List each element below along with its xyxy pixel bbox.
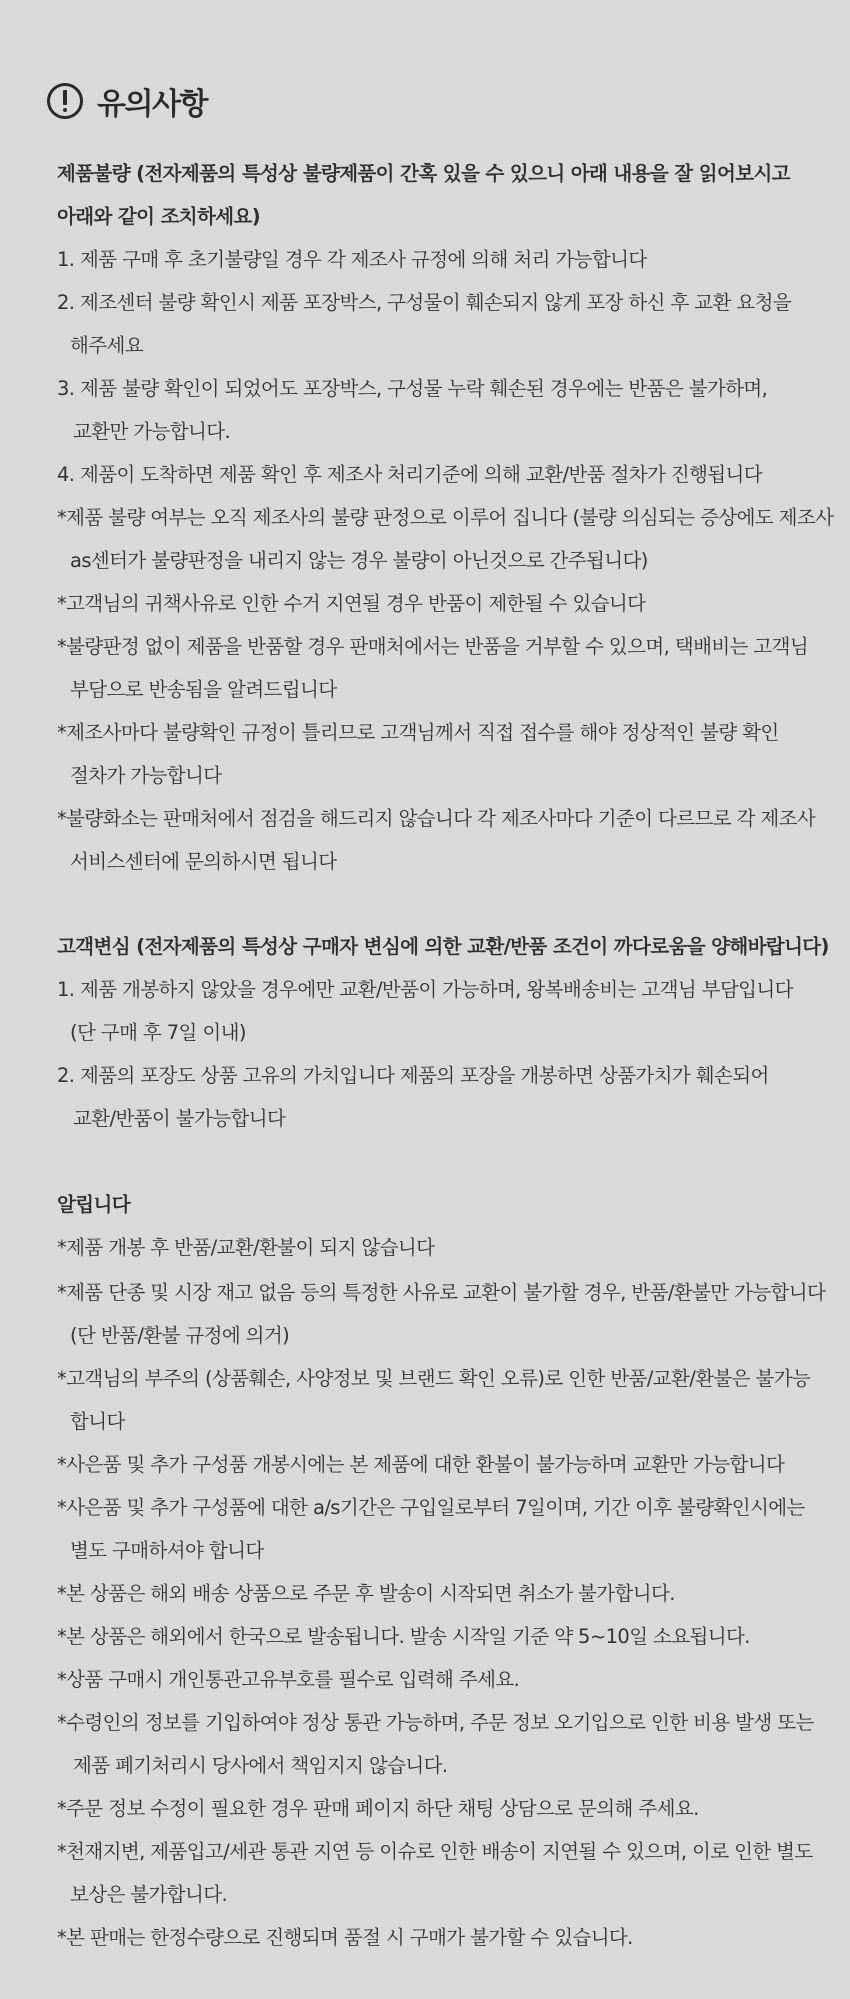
defect-item-2-cont: 해주세요 <box>70 334 143 357</box>
notice-item-3: *고객님의 부주의 (상품훼손, 사양정보 및 브랜드 확인 오류)로 인한 반품/교환/환불은 불가능 <box>57 1367 811 1390</box>
defect-note-1: *제품 불량 여부는 오직 제조사의 불량 판정으로 이루어 집니다 (불량 의심되는 증상에도 제조사 <box>57 506 834 529</box>
header <box>47 78 207 124</box>
defect-note-2: *고객님의 귀책사유로 인한 수거 지연될 경우 반품이 제한될 수 있습니다 <box>57 592 646 615</box>
change-item-1: 1. 제품 개봉하지 않았을 경우에만 교환/반품이 가능하며, 왕복배송비는 고객님 부담입니다 <box>57 978 793 1001</box>
defect-note-1-cont: as센터가 불량판정을 내리지 않는 경우 불량이 아닌것으로 간주됩니다) <box>70 549 648 572</box>
notice-item-1: *제품 개봉 후 반품/교환/환불이 되지 않습니다 <box>57 1236 435 1259</box>
notice-item-9-cont: 제품 폐기처리시 당사에서 책임지지 않습니다. <box>73 1754 448 1777</box>
defect-item-1: 1. 제품 구매 후 초기불량일 경우 각 제조사 규정에 의해 처리 가능합니다 <box>57 248 647 271</box>
defect-note-3-cont: 부담으로 반송됨을 알려드립니다 <box>70 678 337 701</box>
page-title: 유의사항 <box>97 87 207 122</box>
exclamation-circle-icon <box>47 83 83 119</box>
change-item-2-cont: 교환/반품이 불가능합니다 <box>73 1107 286 1130</box>
defect-item-3: 3. 제품 불량 확인이 되었어도 포장박스, 구성물 누락 훼손된 경우에는 반품은 불가하며, <box>57 377 768 400</box>
notice-item-7: *본 상품은 해외에서 한국으로 발송됩니다. 발송 시작일 기준 약 5~10일 소요됩니다. <box>57 1625 750 1648</box>
notice-item-12: *본 판매는 한정수량으로 진행되며 품절 시 구매가 불가할 수 있습니다. <box>57 1926 633 1949</box>
defect-heading: 제품불량 (전자제품의 특성상 불량제품이 간혹 있을 수 있으니 아래 내용을 잘 읽어보시고 <box>57 162 790 185</box>
defect-item-4: 4. 제품이 도착하면 제품 확인 후 제조사 처리기준에 의해 교환/반품 절차가 진행됩니다 <box>57 463 763 486</box>
defect-note-5-cont: 서비스센터에 문의하시면 됩니다 <box>70 850 337 873</box>
change-item-2: 2. 제품의 포장도 상품 고유의 가치입니다 제품의 포장을 개봉하면 상품가치가 훼손되어 <box>57 1064 769 1087</box>
change-section <box>57 925 830 1140</box>
defect-section <box>57 152 834 883</box>
change-item-1-cont: (단 구매 후 7일 이내) <box>70 1021 246 1044</box>
change-heading: 고객변심 (전자제품의 특성상 구매자 변심에 의한 교환/반품 조건이 까다로움을 양해바랍니다) <box>57 935 829 958</box>
notice-item-9: *수령인의 정보를 기입하여야 정상 통관 가능하며, 주문 정보 오기입으로 인한 비용 발생 또는 <box>57 1711 814 1734</box>
notice-item-4: *사은품 및 추가 구성품 개봉시에는 본 제품에 대한 환불이 불가능하며 교환만 가능합니다 <box>57 1453 785 1476</box>
defect-heading-cont: 아래와 같이 조치하세요) <box>57 205 261 228</box>
notice-item-8: *상품 구매시 개인통관고유부호를 필수로 입력해 주세요. <box>57 1668 520 1691</box>
defect-item-2: 2. 제조센터 불량 확인시 제품 포장박스, 구성물이 훼손되지 않게 포장 하신 후 교환 요청을 <box>57 291 792 314</box>
notice-heading: 알립니다 <box>57 1193 130 1216</box>
notice-item-11: *천재지변, 제품입고/세관 통관 지연 등 이슈로 인한 배송이 지연될 수 있으며, 이로 인한 별도 <box>57 1840 813 1863</box>
notice-item-11-cont: 보상은 불가합니다. <box>70 1883 228 1906</box>
notice-item-6: *본 상품은 해외 배송 상품으로 주문 후 발송이 시작되면 취소가 불가합니다. <box>57 1582 675 1605</box>
notice-section <box>57 1183 830 1959</box>
notice-item-5: *사은품 및 추가 구성품에 대한 a/s기간은 구입일로부터 7일이며, 기간 이후 불량확인시에는 <box>57 1496 805 1519</box>
defect-note-4-cont: 절차가 가능합니다 <box>70 764 222 787</box>
defect-note-3: *불량판정 없이 제품을 반품할 경우 판매처에서는 반품을 거부할 수 있으며, 택배비는 고객님 <box>57 635 809 658</box>
notice-item-3-cont: 합니다 <box>70 1410 125 1433</box>
defect-note-5: *불량화소는 판매처에서 점검을 해드리지 않습니다 각 제조사마다 기준이 다르므로 각 제조사 <box>57 807 816 830</box>
notice-item-5-cont: 별도 구매하셔야 합니다 <box>70 1539 264 1562</box>
notice-item-2-cont: (단 반품/환불 규정에 의거) <box>70 1324 290 1347</box>
notice-item-2: *제품 단종 및 시장 재고 없음 등의 특정한 사유로 교환이 불가할 경우, 반품/환불만 가능합니다 <box>57 1281 826 1304</box>
notice-item-10: *주문 정보 수정이 필요한 경우 판매 페이지 하단 채팅 상담으로 문의해 주세요. <box>57 1797 699 1820</box>
defect-item-3-cont: 교환만 가능합니다. <box>73 420 231 443</box>
defect-note-4: *제조사마다 불량확인 규정이 틀리므로 고객님께서 직접 접수를 해야 정상적인 불량 확인 <box>57 721 779 744</box>
